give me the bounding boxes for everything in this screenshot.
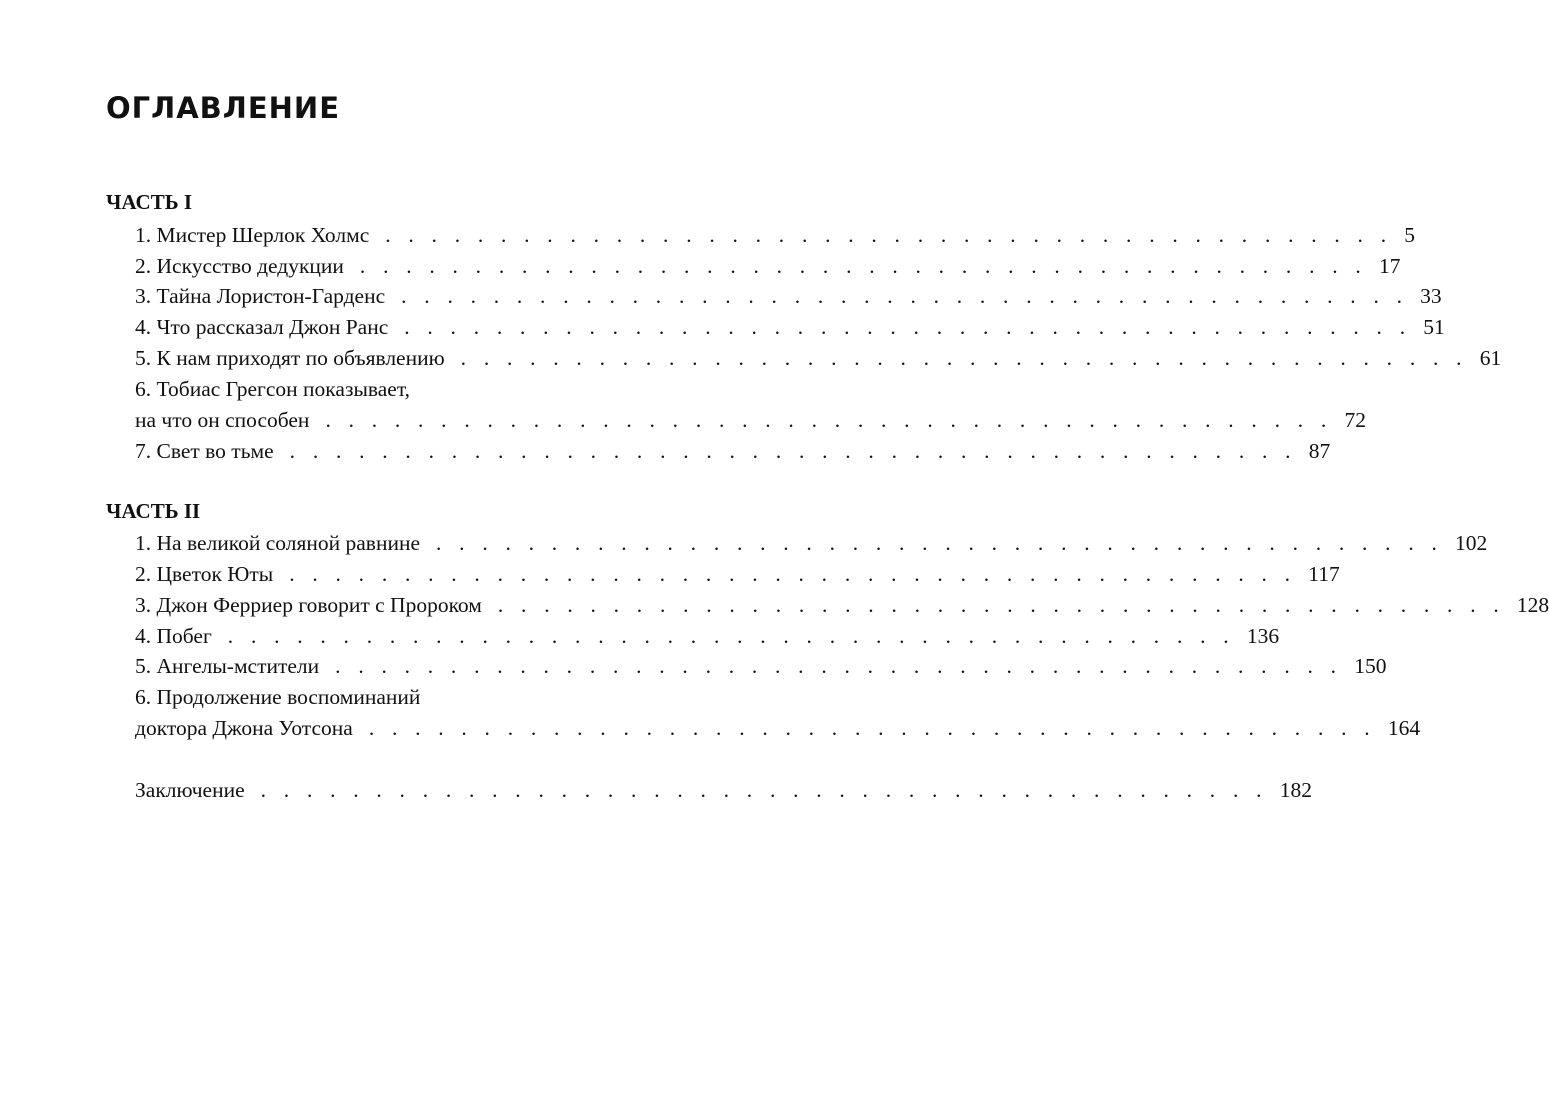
toc-entry-title: 3. Тайна Лористон-Гарденс — [135, 284, 386, 308]
toc-entry-title: на что он способен — [135, 408, 310, 432]
toc-entry-title: 5. Ангелы-мстители — [135, 654, 320, 678]
toc-entry-title: 2. Цветок Юты — [135, 562, 274, 586]
dot-leader: . . . . . . . . . . . . . . . . . . . . . . . . . . . . . . . . . . . . . . . . . . . . — [227, 624, 1235, 648]
toc-entry-title: 3. Джон Ферриер говорит с Пророком — [135, 593, 482, 617]
dot-leader: . . . . . . . . . . . . . . . . . . . . . . . . . . . . . . . . . . . . . . . . . . . . — [401, 284, 1409, 308]
dot-leader: . . . . . . . . . . . . . . . . . . . . . . . . . . . . . . . . . . . . . . . . . . . . — [335, 654, 1343, 678]
dot-leader: . . . . . . . . . . . . . . . . . . . . . . . . . . . . . . . . . . . . . . . . . . . . — [497, 593, 1505, 617]
toc-entry[interactable] — [135, 405, 1366, 436]
toc-entry-page: 102 — [1455, 531, 1488, 555]
toc-entry-page: 87 — [1308, 439, 1331, 463]
dot-leader: . . . . . . . . . . . . . . . . . . . . . . . . . . . . . . . . . . . . . . . . . . . . — [359, 254, 1367, 278]
toc-entry[interactable] — [135, 713, 1421, 744]
toc-entry-page: 17 — [1378, 254, 1401, 278]
toc-entry-page: 5 — [1404, 223, 1416, 247]
dot-leader: . . . . . . . . . . . . . . . . . . . . . . . . . . . . . . . . . . . . . . . . . . . . — [460, 346, 1468, 370]
toc-entry[interactable] — [135, 590, 1549, 621]
toc-entry-title: доктора Джона Уотсона — [135, 716, 353, 740]
toc-entry-title: 7. Свет во тьме — [135, 439, 274, 463]
page-title: ОГЛАВЛЕНИЕ — [106, 91, 341, 125]
part-1-heading: ЧАСТЬ I — [106, 190, 193, 214]
toc-entry[interactable] — [135, 251, 1401, 282]
toc-entry-title-line1[interactable]: 6. Тобиас Грегсон показывает, — [135, 377, 410, 401]
toc-entry-page: 117 — [1308, 562, 1340, 586]
toc-entry-title: 2. Искусство дедукции — [135, 254, 344, 278]
toc-entry[interactable] — [135, 220, 1416, 251]
dot-leader: . . . . . . . . . . . . . . . . . . . . . . . . . . . . . . . . . . . . . . . . . . . . — [289, 439, 1297, 463]
toc-entry-title: 4. Что рассказал Джон Ранс — [135, 315, 389, 339]
toc-entry[interactable] — [135, 559, 1340, 590]
dot-leader: . . . . . . . . . . . . . . . . . . . . . . . . . . . . . . . . . . . . . . . . . . . . — [260, 778, 1268, 802]
toc-entry[interactable] — [135, 312, 1445, 343]
toc-entry[interactable] — [135, 281, 1442, 312]
dot-leader: . . . . . . . . . . . . . . . . . . . . . . . . . . . . . . . . . . . . . . . . . . . . — [325, 408, 1333, 432]
toc-entry-page: 136 — [1246, 624, 1280, 648]
toc-entry-title: 4. Побег — [135, 624, 212, 648]
toc-entry-title: 1. Мистер Шерлок Холмс — [135, 223, 370, 247]
toc-entry-page: 182 — [1279, 778, 1312, 802]
toc-entry-title: 5. К нам приходят по объявлению — [135, 346, 445, 370]
toc-entry[interactable] — [135, 621, 1280, 652]
dot-leader: . . . . . . . . . . . . . . . . . . . . . . . . . . . . . . . . . . . . . . . . . . . . — [289, 562, 1297, 586]
toc-entry-conclusion[interactable] — [135, 775, 1312, 806]
toc-entry-page: 164 — [1387, 716, 1421, 740]
dot-leader: . . . . . . . . . . . . . . . . . . . . . . . . . . . . . . . . . . . . . . . . . . . . — [368, 716, 1376, 740]
toc-entry[interactable] — [135, 343, 1502, 374]
toc-entry-page: 61 — [1479, 346, 1502, 370]
toc-entry-page: 150 — [1354, 654, 1387, 678]
toc-entry-page: 51 — [1423, 315, 1445, 339]
dot-leader: . . . . . . . . . . . . . . . . . . . . . . . . . . . . . . . . . . . . . . . . . . . . — [385, 223, 1393, 247]
toc-entry-title-line1[interactable]: 6. Продолжение воспоминаний — [135, 685, 421, 709]
toc-entry[interactable] — [135, 528, 1488, 559]
dot-leader: . . . . . . . . . . . . . . . . . . . . . . . . . . . . . . . . . . . . . . . . . . . . — [404, 315, 1412, 339]
toc-entry-page: 72 — [1344, 408, 1366, 432]
toc-entry[interactable] — [135, 436, 1331, 467]
toc-entry-page: 128 — [1516, 593, 1549, 617]
toc-entry-page: 33 — [1420, 284, 1442, 308]
part-2-heading: ЧАСТЬ II — [106, 499, 201, 523]
toc-entry[interactable] — [135, 651, 1387, 682]
dot-leader: . . . . . . . . . . . . . . . . . . . . . . . . . . . . . . . . . . . . . . . . . . . . — [436, 531, 1444, 555]
toc-entry-title: Заключение — [135, 778, 245, 802]
toc-entry-title: 1. На великой соляной равнине — [135, 531, 421, 555]
